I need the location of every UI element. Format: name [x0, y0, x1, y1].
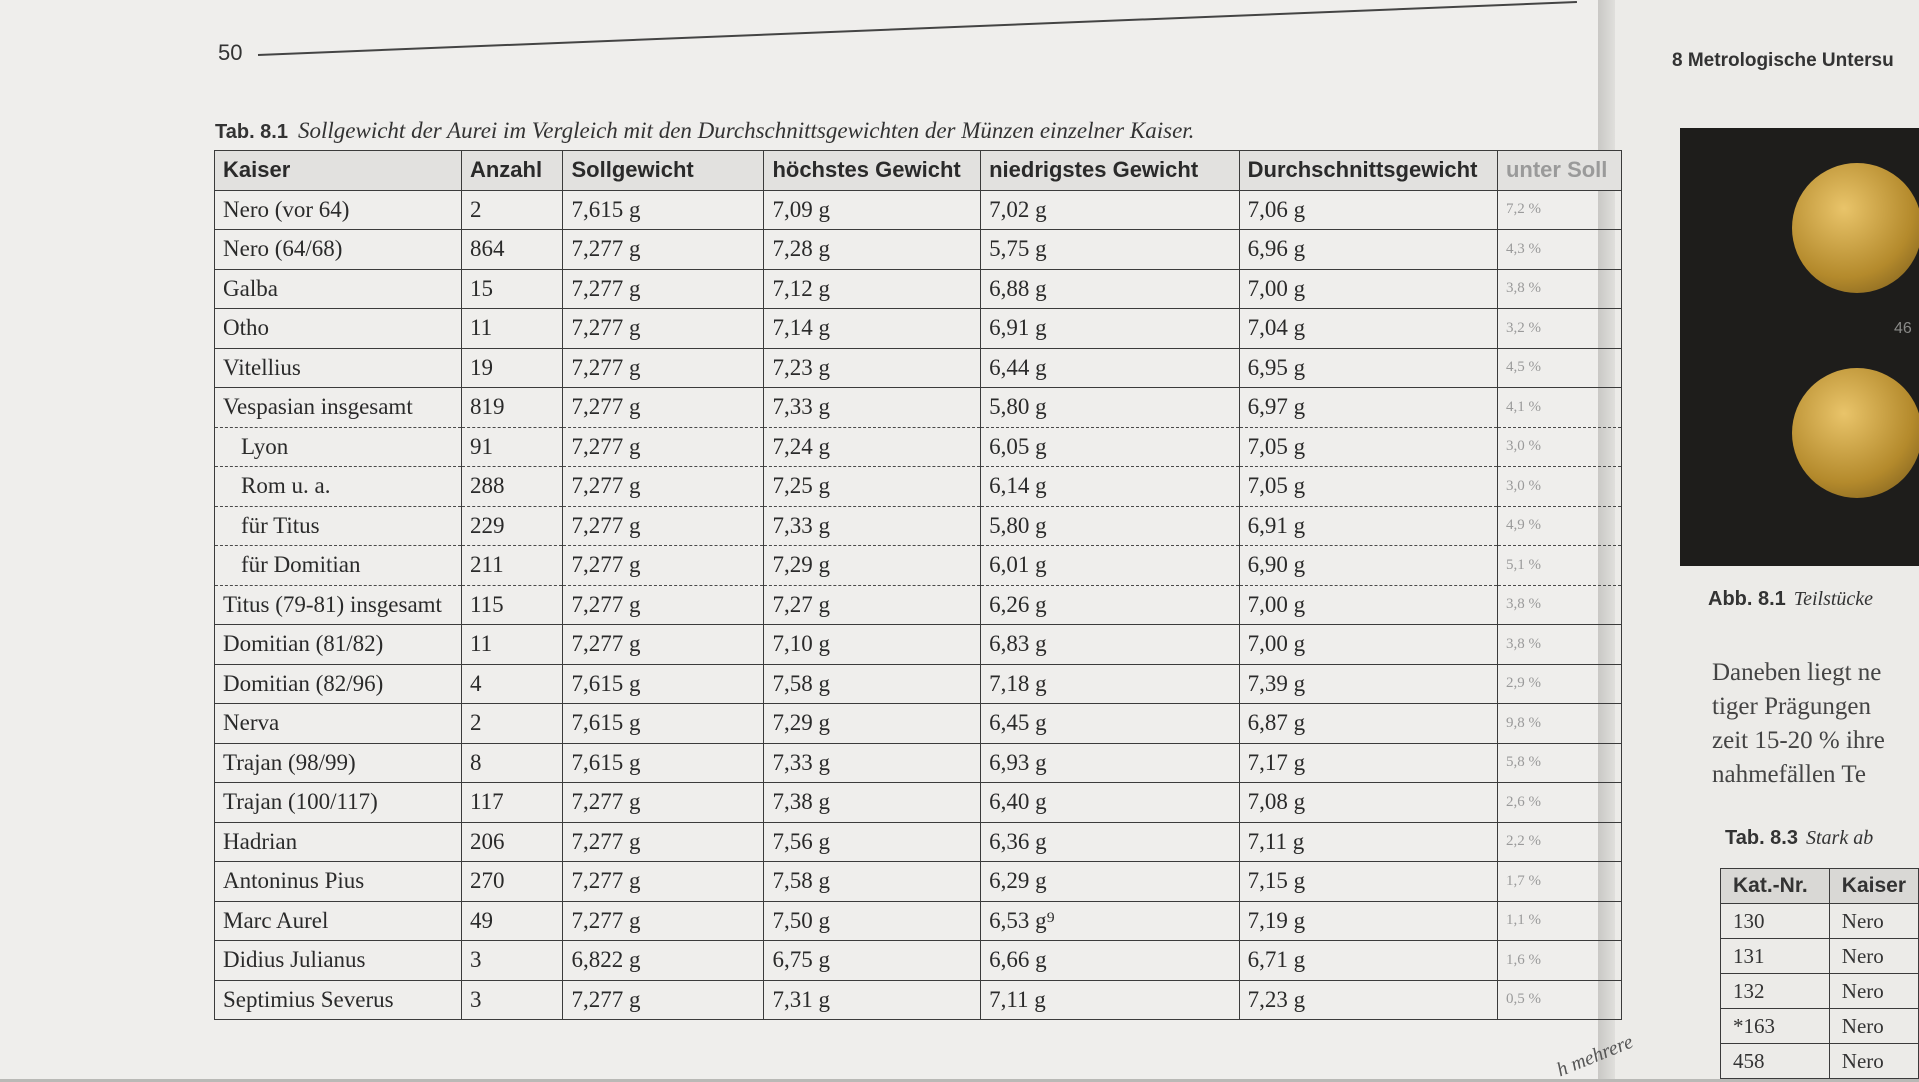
cell-niedrigstes-gewicht: 6,01 g [981, 546, 1240, 586]
table-row [215, 625, 1622, 665]
cell-sollgewicht: 7,615 g [563, 664, 764, 704]
table-row [215, 901, 1622, 941]
cell-sollgewicht: 7,277 g [563, 467, 764, 507]
cell-niedrigstes-gewicht: 6,93 g [981, 743, 1240, 783]
cell-hoechstes-gewicht: 7,29 g [764, 546, 981, 586]
cell-sollgewicht: 7,277 g [563, 625, 764, 665]
table-caption-text: Sollgewicht der Aurei im Vergleich mit den Durchschnittsgewichten der Münzen einzelner Kaiser. [298, 118, 1195, 143]
cell-hoechstes-gewicht: 7,50 g [764, 901, 981, 941]
header-durchschnittsgewicht: Durchschnittsgewicht [1239, 151, 1497, 191]
coin-photo [1680, 128, 1919, 566]
table-caption [215, 118, 1194, 144]
cell-durchschnittsgewicht: 7,00 g [1239, 585, 1497, 625]
catalog-cell-knr: 132 [1721, 974, 1830, 1009]
cell-hoechstes-gewicht: 7,27 g [764, 585, 981, 625]
cell-durchschnittsgewicht: 7,11 g [1239, 822, 1497, 862]
cell-durchschnittsgewicht: 7,00 g [1239, 269, 1497, 309]
cell-niedrigstes-gewicht: 6,53 g⁹ [981, 901, 1240, 941]
cell-kaiser: Septimius Severus [215, 980, 462, 1020]
margin-note: h mehrere [1553, 1030, 1637, 1082]
cell-kaiser: Trajan (100/117) [215, 783, 462, 823]
cell-anzahl: 19 [461, 348, 563, 388]
cell-hoechstes-gewicht: 7,25 g [764, 467, 981, 507]
cell-anzahl: 819 [461, 388, 563, 428]
cell-anzahl: 2 [461, 190, 563, 230]
cell-kaiser: Otho [215, 309, 462, 349]
cell-durchschnittsgewicht: 6,97 g [1239, 388, 1497, 428]
cell-kaiser: Galba [215, 269, 462, 309]
table-row [215, 664, 1622, 704]
cell-niedrigstes-gewicht: 5,80 g [981, 388, 1240, 428]
catalog-header-knr: Kat.-Nr. [1721, 869, 1830, 904]
catalog-row [1721, 974, 1919, 1009]
coin-number: 46 [1894, 320, 1912, 337]
catalog-table-body [1721, 904, 1919, 1079]
catalog-row [1721, 1009, 1919, 1044]
cell-durchschnittsgewicht: 6,96 g [1239, 230, 1497, 270]
figure-caption-text: Teilstücke [1793, 588, 1874, 610]
table-row [215, 585, 1622, 625]
table-row [215, 190, 1622, 230]
header-unter-soll: unter Soll [1497, 151, 1621, 191]
gold-coin-image [1792, 368, 1919, 498]
cell-anzahl: 91 [461, 427, 563, 467]
cell-niedrigstes-gewicht: 6,83 g [981, 625, 1240, 665]
cell-anzahl: 864 [461, 230, 563, 270]
catalog-cell-kaiser: Nero [1829, 974, 1918, 1009]
cell-durchschnittsgewicht: 7,05 g [1239, 427, 1497, 467]
cell-niedrigstes-gewicht: 7,18 g [981, 664, 1240, 704]
cell-anzahl: 270 [461, 862, 563, 902]
table-row [215, 309, 1622, 349]
cell-anzahl: 4 [461, 664, 563, 704]
table-header-row [215, 151, 1622, 191]
cell-niedrigstes-gewicht: 6,44 g [981, 348, 1240, 388]
table-caption-label: Tab. 8.1 [215, 121, 288, 143]
catalog-row [1721, 939, 1919, 974]
cell-durchschnittsgewicht: 7,00 g [1239, 625, 1497, 665]
body-text-line: tiger Prägungen [1712, 693, 1871, 720]
cell-durchschnittsgewicht: 7,15 g [1239, 862, 1497, 902]
cell-kaiser: Antoninus Pius [215, 862, 462, 902]
cell-durchschnittsgewicht: 7,23 g [1239, 980, 1497, 1020]
cell-anzahl: 206 [461, 822, 563, 862]
cell-unter-soll: 3,8 % [1497, 585, 1621, 625]
catalog-row [1721, 904, 1919, 939]
cell-niedrigstes-gewicht: 5,80 g [981, 506, 1240, 546]
cell-unter-soll: 3,2 % [1497, 309, 1621, 349]
cell-niedrigstes-gewicht: 7,02 g [981, 190, 1240, 230]
cell-anzahl: 115 [461, 585, 563, 625]
table-row [215, 269, 1622, 309]
table2-caption [1725, 827, 1873, 850]
header-niedrigstes-gewicht: niedrigstes Gewicht [981, 151, 1240, 191]
cell-durchschnittsgewicht: 6,87 g [1239, 704, 1497, 744]
header-kaiser: Kaiser [215, 151, 462, 191]
cell-hoechstes-gewicht: 7,58 g [764, 664, 981, 704]
cell-sollgewicht: 7,615 g [563, 190, 764, 230]
table-row [215, 388, 1622, 428]
cell-niedrigstes-gewicht: 6,45 g [981, 704, 1240, 744]
cell-unter-soll: 4,9 % [1497, 506, 1621, 546]
cell-niedrigstes-gewicht: 6,14 g [981, 467, 1240, 507]
cell-unter-soll: 1,7 % [1497, 862, 1621, 902]
catalog-header-kaiser: Kaiser [1829, 869, 1918, 904]
chapter-heading: 8 Metrologische Untersu [1672, 50, 1894, 71]
catalog-cell-kaiser: Nero [1829, 1009, 1918, 1044]
cell-kaiser: Nero (64/68) [215, 230, 462, 270]
cell-anzahl: 229 [461, 506, 563, 546]
catalog-cell-knr: 458 [1721, 1044, 1830, 1079]
cell-hoechstes-gewicht: 7,14 g [764, 309, 981, 349]
catalog-header-row [1721, 869, 1919, 904]
cell-kaiser: Vitellius [215, 348, 462, 388]
cell-sollgewicht: 7,277 g [563, 585, 764, 625]
gold-coin-image [1792, 163, 1919, 293]
cell-sollgewicht: 7,277 g [563, 309, 764, 349]
cell-kaiser: Vespasian insgesamt [215, 388, 462, 428]
cell-hoechstes-gewicht: 7,10 g [764, 625, 981, 665]
cell-hoechstes-gewicht: 7,12 g [764, 269, 981, 309]
cell-kaiser: Marc Aurel [215, 901, 462, 941]
cell-hoechstes-gewicht: 7,09 g [764, 190, 981, 230]
cell-durchschnittsgewicht: 6,71 g [1239, 941, 1497, 981]
cell-anzahl: 49 [461, 901, 563, 941]
cell-hoechstes-gewicht: 7,33 g [764, 743, 981, 783]
cell-unter-soll: 4,5 % [1497, 348, 1621, 388]
cell-kaiser: für Domitian [215, 546, 462, 586]
cell-sollgewicht: 7,277 g [563, 506, 764, 546]
catalog-cell-kaiser: Nero [1829, 904, 1918, 939]
cell-durchschnittsgewicht: 6,90 g [1239, 546, 1497, 586]
table-body [215, 190, 1622, 1020]
table-row [215, 941, 1622, 981]
cell-sollgewicht: 7,277 g [563, 862, 764, 902]
cell-kaiser: Nerva [215, 704, 462, 744]
cell-unter-soll: 9,8 % [1497, 704, 1621, 744]
cell-sollgewicht: 7,615 g [563, 704, 764, 744]
body-text [1712, 656, 1885, 792]
cell-niedrigstes-gewicht: 6,40 g [981, 783, 1240, 823]
cell-anzahl: 8 [461, 743, 563, 783]
table2-caption-text: Stark ab [1806, 827, 1874, 849]
cell-kaiser: Domitian (82/96) [215, 664, 462, 704]
cell-anzahl: 2 [461, 704, 563, 744]
cell-niedrigstes-gewicht: 6,91 g [981, 309, 1240, 349]
cell-durchschnittsgewicht: 7,08 g [1239, 783, 1497, 823]
cell-hoechstes-gewicht: 7,29 g [764, 704, 981, 744]
catalog-cell-kaiser: Nero [1829, 1044, 1918, 1079]
cell-kaiser: Didius Julianus [215, 941, 462, 981]
cell-niedrigstes-gewicht: 6,66 g [981, 941, 1240, 981]
cell-hoechstes-gewicht: 7,28 g [764, 230, 981, 270]
cell-niedrigstes-gewicht: 6,29 g [981, 862, 1240, 902]
cell-kaiser: Domitian (81/82) [215, 625, 462, 665]
cell-niedrigstes-gewicht: 5,75 g [981, 230, 1240, 270]
cell-niedrigstes-gewicht: 6,36 g [981, 822, 1240, 862]
cell-durchschnittsgewicht: 6,91 g [1239, 506, 1497, 546]
cell-durchschnittsgewicht: 6,95 g [1239, 348, 1497, 388]
cell-kaiser: Trajan (98/99) [215, 743, 462, 783]
figure-caption-label: Abb. 8.1 [1708, 588, 1786, 610]
cell-unter-soll: 1,6 % [1497, 941, 1621, 981]
table-row [215, 980, 1622, 1020]
cell-anzahl: 211 [461, 546, 563, 586]
table-row [215, 822, 1622, 862]
cell-hoechstes-gewicht: 7,23 g [764, 348, 981, 388]
table2-caption-label: Tab. 8.3 [1725, 827, 1798, 849]
header-hoechstes-gewicht: höchstes Gewicht [764, 151, 981, 191]
cell-kaiser: Hadrian [215, 822, 462, 862]
catalog-row [1721, 1044, 1919, 1079]
cell-niedrigstes-gewicht: 6,05 g [981, 427, 1240, 467]
page-number: 50 [218, 40, 243, 65]
table-row [215, 348, 1622, 388]
table-row [215, 506, 1622, 546]
cell-sollgewicht: 7,277 g [563, 348, 764, 388]
table-row [215, 230, 1622, 270]
cell-durchschnittsgewicht: 7,04 g [1239, 309, 1497, 349]
cell-sollgewicht: 6,822 g [563, 941, 764, 981]
catalog-cell-kaiser: Nero [1829, 939, 1918, 974]
cell-unter-soll: 3,0 % [1497, 467, 1621, 507]
table-row [215, 783, 1622, 823]
table-row [215, 704, 1622, 744]
table-row [215, 862, 1622, 902]
cell-hoechstes-gewicht: 6,75 g [764, 941, 981, 981]
cell-kaiser: Rom u. a. [215, 467, 462, 507]
table-row [215, 546, 1622, 586]
cell-hoechstes-gewicht: 7,58 g [764, 862, 981, 902]
cell-sollgewicht: 7,277 g [563, 980, 764, 1020]
catalog-table [1720, 868, 1919, 1079]
cell-sollgewicht: 7,277 g [563, 388, 764, 428]
body-text-line: zeit 15-20 % ihre [1712, 727, 1885, 754]
cell-durchschnittsgewicht: 7,39 g [1239, 664, 1497, 704]
weights-table [214, 150, 1622, 1020]
cell-anzahl: 3 [461, 941, 563, 981]
header-anzahl: Anzahl [461, 151, 563, 191]
catalog-cell-knr: *163 [1721, 1009, 1830, 1044]
cell-hoechstes-gewicht: 7,24 g [764, 427, 981, 467]
cell-durchschnittsgewicht: 7,05 g [1239, 467, 1497, 507]
cell-kaiser: für Titus [215, 506, 462, 546]
figure-caption [1708, 588, 1873, 611]
cell-unter-soll: 3,8 % [1497, 269, 1621, 309]
cell-sollgewicht: 7,277 g [563, 230, 764, 270]
cell-hoechstes-gewicht: 7,33 g [764, 506, 981, 546]
body-text-line: Daneben liegt ne [1712, 659, 1882, 686]
cell-sollgewicht: 7,277 g [563, 783, 764, 823]
table-row [215, 427, 1622, 467]
cell-unter-soll: 3,8 % [1497, 625, 1621, 665]
cell-unter-soll: 4,3 % [1497, 230, 1621, 270]
table-row [215, 743, 1622, 783]
cell-unter-soll: 5,8 % [1497, 743, 1621, 783]
cell-sollgewicht: 7,277 g [563, 901, 764, 941]
catalog-cell-knr: 130 [1721, 904, 1830, 939]
cell-anzahl: 15 [461, 269, 563, 309]
cell-unter-soll: 3,0 % [1497, 427, 1621, 467]
cell-anzahl: 11 [461, 625, 563, 665]
cell-kaiser: Nero (vor 64) [215, 190, 462, 230]
cell-sollgewicht: 7,277 g [563, 822, 764, 862]
cell-unter-soll: 0,5 % [1497, 980, 1621, 1020]
cell-hoechstes-gewicht: 7,56 g [764, 822, 981, 862]
cell-hoechstes-gewicht: 7,33 g [764, 388, 981, 428]
cell-unter-soll: 2,6 % [1497, 783, 1621, 823]
cell-kaiser: Titus (79-81) insgesamt [215, 585, 462, 625]
table-row [215, 467, 1622, 507]
cell-unter-soll: 5,1 % [1497, 546, 1621, 586]
catalog-cell-knr: 131 [1721, 939, 1830, 974]
cell-durchschnittsgewicht: 7,17 g [1239, 743, 1497, 783]
cell-anzahl: 117 [461, 783, 563, 823]
cell-durchschnittsgewicht: 7,19 g [1239, 901, 1497, 941]
cell-unter-soll: 1,1 % [1497, 901, 1621, 941]
cell-unter-soll: 2,2 % [1497, 822, 1621, 862]
cell-sollgewicht: 7,615 g [563, 743, 764, 783]
cell-durchschnittsgewicht: 7,06 g [1239, 190, 1497, 230]
cell-anzahl: 3 [461, 980, 563, 1020]
cell-sollgewicht: 7,277 g [563, 546, 764, 586]
cell-unter-soll: 2,9 % [1497, 664, 1621, 704]
cell-unter-soll: 4,1 % [1497, 388, 1621, 428]
cell-hoechstes-gewicht: 7,38 g [764, 783, 981, 823]
cell-sollgewicht: 7,277 g [563, 427, 764, 467]
header-sollgewicht: Sollgewicht [563, 151, 764, 191]
cell-hoechstes-gewicht: 7,31 g [764, 980, 981, 1020]
body-text-line: nahmefällen Te [1712, 761, 1866, 788]
cell-anzahl: 11 [461, 309, 563, 349]
cell-niedrigstes-gewicht: 7,11 g [981, 980, 1240, 1020]
cell-niedrigstes-gewicht: 6,26 g [981, 585, 1240, 625]
cell-sollgewicht: 7,277 g [563, 269, 764, 309]
cell-kaiser: Lyon [215, 427, 462, 467]
cell-unter-soll: 7,2 % [1497, 190, 1621, 230]
cell-anzahl: 288 [461, 467, 563, 507]
cell-niedrigstes-gewicht: 6,88 g [981, 269, 1240, 309]
